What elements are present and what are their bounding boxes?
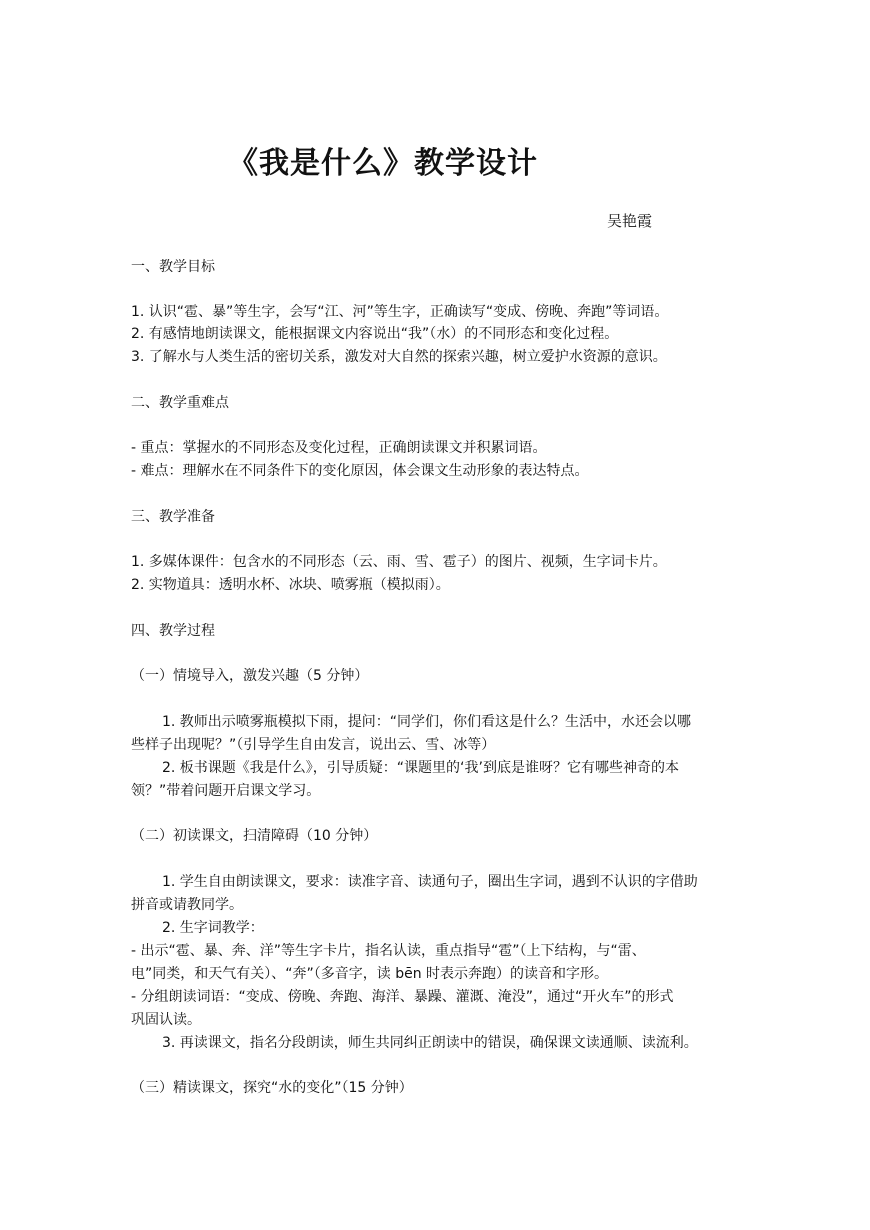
goal-item: 1. 认识“雹、暴”等生字，会写“江、河”等生字，正确读写“变成、傍晚、奔跑”等词语。: [131, 304, 669, 320]
step2-line: - 出示“雹、暴、奔、洋”等生字卡片，指名认读，重点指导“雹”（上下结构，与“雷、: [131, 943, 646, 959]
step2-line: 1. 学生自由朗读课文，要求：读准字音、读通句子，圈出生字词，遇到不认识的字借助: [162, 874, 698, 890]
step2-line: 3. 再读课文，指名分段朗读，师生共同纠正朗读中的错误，确保课文读通顺、读流利。: [162, 1035, 698, 1051]
section-heading-goals: 一、教学目标: [131, 259, 215, 275]
goal-item: 2. 有感情地朗读课文，能根据课文内容说出“我”（水）的不同形态和变化过程。: [131, 326, 619, 342]
goal-item: 3. 了解水与人类生活的密切关系，激发对大自然的探索兴趣，树立爱护水资源的意识。: [131, 349, 667, 365]
step2-line: 2. 生字词教学：: [162, 920, 264, 936]
section-heading-key-points: 二、教学重难点: [131, 395, 229, 411]
step1-line: 领？”带着问题开启课文学习。: [131, 783, 321, 799]
prep-item: 2. 实物道具：透明水杯、冰块、喷雾瓶（模拟雨）。: [131, 577, 450, 593]
step-heading-3: （三）精读课文，探究“水的变化”（15 分钟）: [131, 1080, 413, 1096]
section-heading-preparation: 三、教学准备: [131, 509, 215, 525]
section-heading-process: 四、教学过程: [131, 623, 215, 639]
step2-line: 巩固认读。: [131, 1012, 201, 1028]
step2-line: - 分组朗读词语：“变成、傍晚、奔跑、海洋、暴躁、灌溉、淹没”，通过“开火车”的形式: [131, 989, 674, 1005]
step1-line: 1. 教师出示喷雾瓶模拟下雨，提问：“同学们，你们看这是什么？生活中，水还会以哪: [162, 714, 692, 730]
prep-item: 1. 多媒体课件：包含水的不同形态（云、雨、雪、雹子）的图片、视频，生字词卡片。: [131, 554, 667, 570]
step-heading-1: （一）情境导入，激发兴趣（5 分钟）: [131, 668, 369, 684]
step1-line: 2. 板书课题《我是什么》，引导质疑：“课题里的‘我’到底是谁呀？它有哪些神奇的本: [162, 760, 679, 776]
author-name: 吴艳霞: [607, 212, 653, 230]
key-point-item: - 重点：掌握水的不同形态及变化过程，正确朗读课文并积累词语。: [131, 440, 547, 456]
step-heading-2: （二）初读课文，扫清障碍（10 分钟）: [131, 828, 378, 844]
step1-line: 些样子出现呢？”（引导学生自由发言，说出云、雪、冰等）: [131, 737, 496, 753]
step2-line: 拼音或请教同学。: [131, 897, 243, 913]
page-title: 《我是什么》教学设计: [228, 146, 538, 181]
step2-line: 电”同类，和天气有关）、“奔”（多音字，读 bēn 时表示奔跑）的读音和字形。: [131, 966, 609, 982]
key-point-item: - 难点：理解水在不同条件下的变化原因，体会课文生动形象的表达特点。: [131, 463, 589, 479]
